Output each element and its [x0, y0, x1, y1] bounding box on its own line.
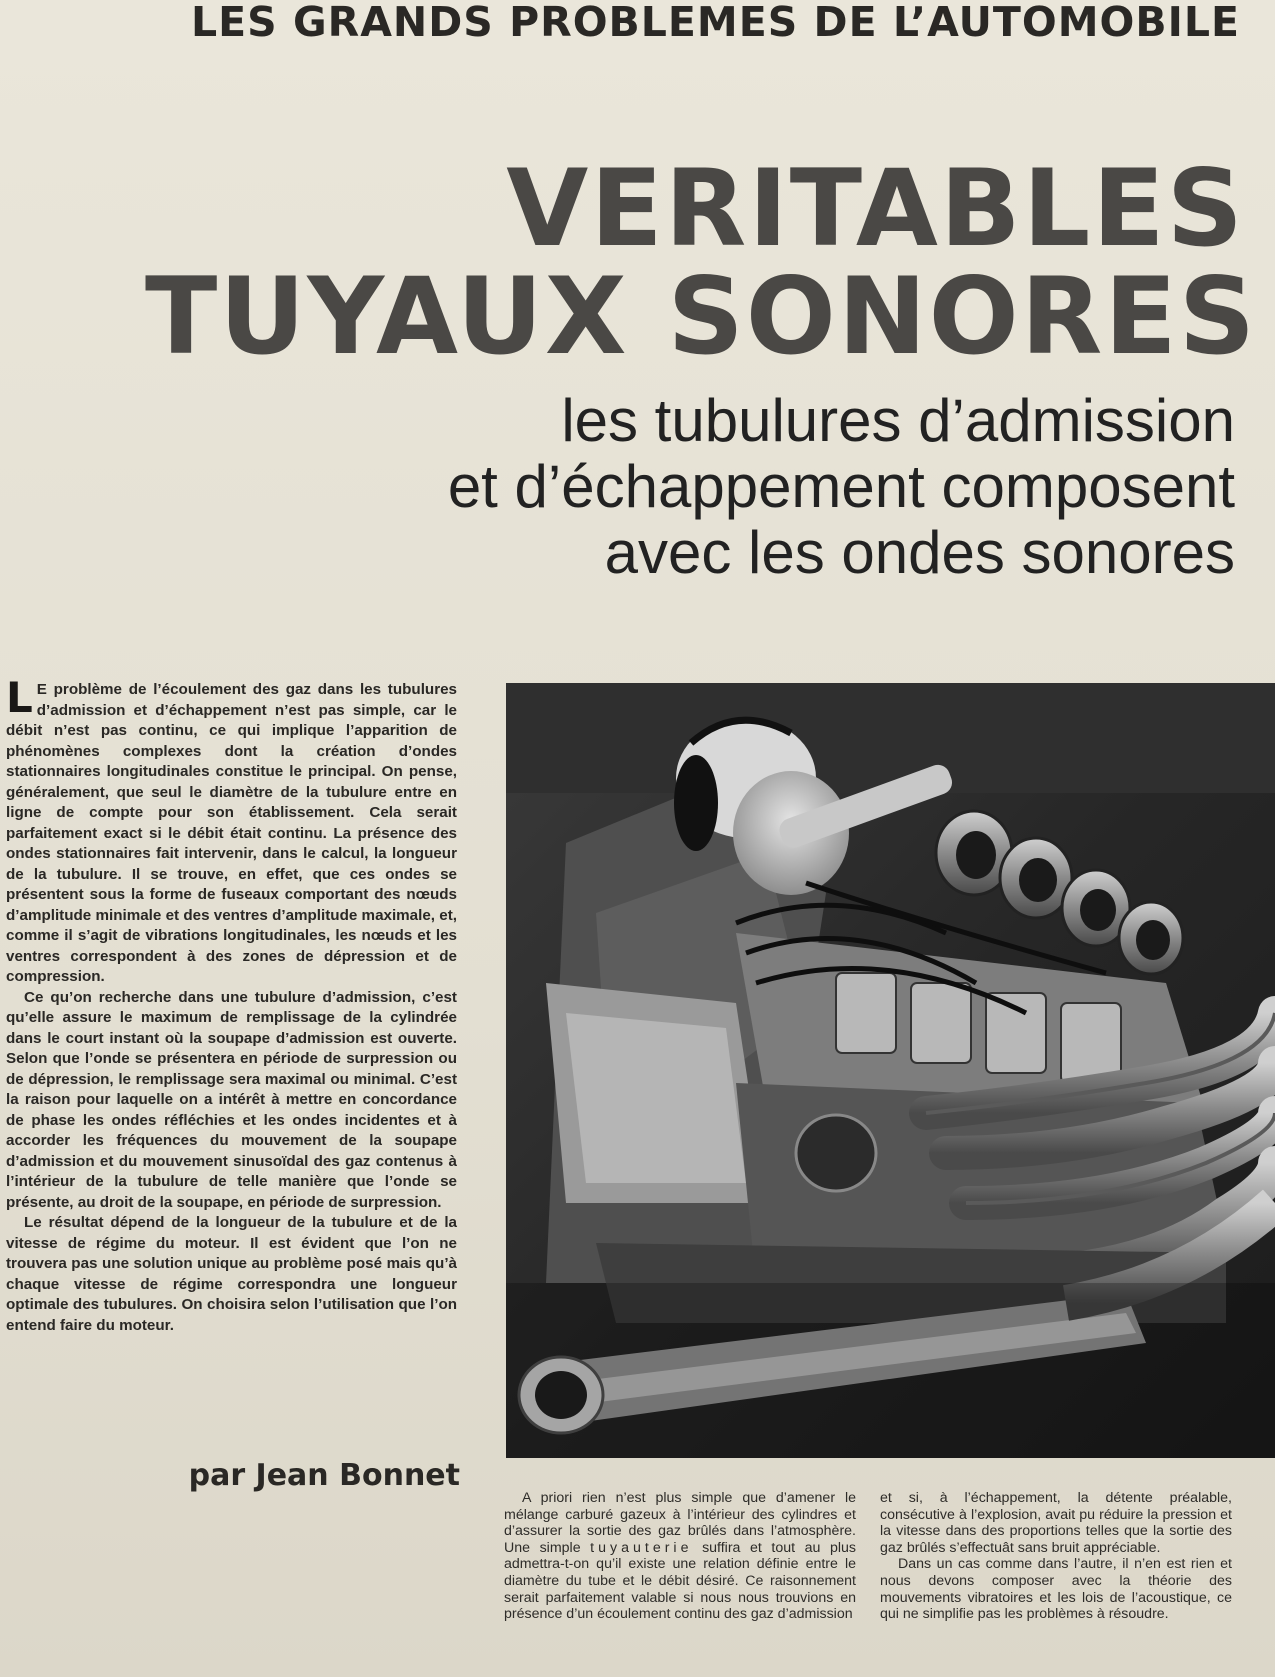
lead-paragraph-3: Le résultat dépend de la longueur de la tubulure et de la vitesse de régime du moteur. Il est évident que l’on ne trouvera pas une solution unique au problème posé mais qu’à chaque vitesse de régime correspondra une longueur optimale des tubulures. On choisira selon l’utilisation que l’on entend faire du moteur.	[6, 1214, 457, 1334]
body-paragraph-3: Dans un cas comme dans l’autre, il n’en est rien et nous devons composer avec la théorie des mouvements vibratoires et les lois de l’acoustique, ce qui ne simplifie pas les problèmes à résoudre.	[880, 1556, 1232, 1623]
body-paragraph-1-spaced-word: tuyauterie	[590, 1539, 693, 1556]
body-paragraph-1-text-b: suffira et tout au plus admettra-t-on qu’il existe une relation définie entre le diamètre du tube et le débit désiré. Ce raisonnement serait parfaitement valable si nous nous trouvions en présence d’un écoulement continu des gaz d’admission	[504, 1539, 857, 1623]
subtitle-line-1: les tubulures d’admission	[561, 387, 1235, 454]
headline-line-1: VERITABLES	[506, 147, 1245, 270]
headline-line-2: TUYAUX SONORES	[145, 255, 1258, 378]
lead-paragraph-1	[6, 673, 457, 988]
subtitle	[135, 388, 1235, 586]
lead-paragraph-1-text: E problème de l’écoulement des gaz dans les tubulures d’admission et d’échappement n’est pas simple, car le débit n’est pas continu, ce qui implique l’apparition de phénomènes complexes dont la création d’ondes stationnaires longitudinales constitue le principal. On pense, généralement, que seul le diamètre de la tubulure entre en ligne de compte pour son établissement. Cela serait parfaitement exact si le débit était continu. La présence des ondes stationnaires fait intervenir, dans le calcul, la longueur de la tubulure. Il se trouve, en effet, que ces ondes se présentent sous la forme de fuseaux comportant des nœuds d’amplitude minimale et des ventres d’amplitude maximale, et, comme il s’agit de vibrations longitudinales, les nœuds et les ventres correspondent à des zones de dépression et de compression.	[6, 681, 457, 985]
author-byline: par Jean Bonnet	[188, 1458, 460, 1493]
body-paragraph-2: et si, à l’échappement, la détente préalable, consécutive à l’explosion, avait pu réduire la pression et la vitesse dans des proportions telles que la sortie des gaz brûlés s’effectuât sans bruit appréciable.	[880, 1490, 1232, 1556]
lead-column	[6, 673, 457, 1336]
engine-photo-icon	[506, 683, 1275, 1458]
subtitle-line-3: avec les ondes sonores	[604, 519, 1235, 586]
engine-photo	[506, 683, 1275, 1458]
drop-cap: L	[6, 673, 33, 722]
body-column-1	[504, 1490, 856, 1623]
body-paragraph-1-text-a: A priori rien n’est plus simple que d’amener le mélange carburé gazeux à l’intérieur des cylindres et d’assurer la sortie des gaz brûlés dans l’atmosphère. Une simple	[504, 1490, 856, 1556]
body-column-2	[880, 1490, 1232, 1623]
section-kicker: LES GRANDS PROBLEMES DE L’AUTOMOBILE	[191, 0, 1240, 46]
subtitle-line-2: et d’échappement composent	[447, 453, 1235, 520]
lead-paragraph-2: Ce qu’on recherche dans une tubulure d’admission, c’est qu’elle assure le maximum de remplissage de la cylindrée dans le court instant où la soupape d’admission est ouverte. Selon que l’onde se présentera en période de surpression ou de dépression, le remplissage sera maximal ou minimal. C’est la raison pour laquelle on a intérêt à mettre en concordance de phase les ondes réfléchies et les ondes incidentes et à accorder les fréquences du mouvement de la soupape d’admission et du mouvement sinusoïdal des gaz contenus à l’intérieur de la tubulure de telle manière que l’onde se présente, au droit de la soupape, en période de surpression.	[6, 988, 457, 1211]
headline	[145, 147, 1258, 378]
body-paragraph-1	[504, 1490, 856, 1623]
